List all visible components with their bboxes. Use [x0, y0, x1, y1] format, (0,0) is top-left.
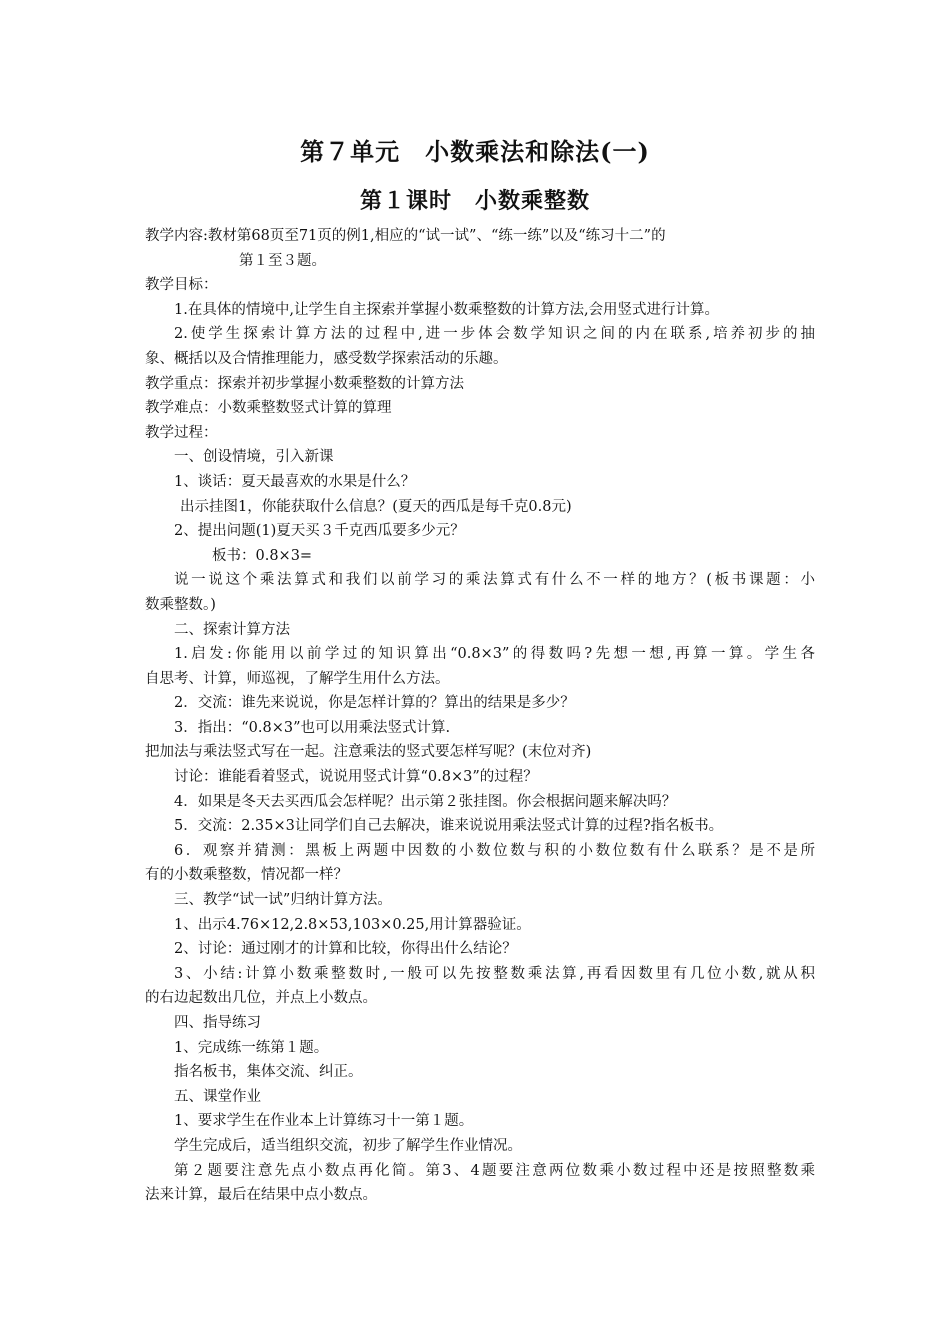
text-line: [145, 372, 815, 397]
text-line: [145, 544, 815, 569]
text-line-content: 数乘整数。): [145, 596, 216, 613]
text-line: [145, 568, 815, 593]
text-line-content: 4．如果是冬天去买西瓜会怎样呢？出示第２张挂图。你会根据问题来解决吗？: [174, 793, 677, 810]
text-line-content: 教学重点：探索并初步掌握小数乘整数的计算方法: [145, 375, 464, 392]
text-line: [145, 1134, 815, 1159]
text-line-content: 四、指导练习: [174, 1015, 261, 1031]
text-line-content: 6．观察并猜测：黑板上两题中因数的小数位数与积的小数位数有什么联系？是不是所: [174, 842, 815, 859]
text-line-content: 把加法与乘法竖式写在一起。注意乘法的竖式要怎样写呢？(末位对齐): [145, 744, 592, 761]
text-line-content: 教学过程：: [145, 424, 218, 441]
text-line-content: 五、课堂作业: [174, 1088, 261, 1105]
unit-title: 第７单元 小数乘法和除法(一): [300, 137, 650, 166]
text-line-content: 3、小结:计算小数乘整数时,一般可以先按整数乘法算,再看因数里有几位小数,就从积: [174, 965, 815, 982]
text-line: [145, 962, 815, 987]
text-line: [145, 593, 815, 618]
text-line: [145, 249, 815, 274]
text-line: [145, 1159, 815, 1184]
text-line: [145, 913, 815, 938]
text-line: [145, 986, 815, 1011]
text-line-content: 2、提出问题(1)夏天买３千克西瓜要多少元？: [174, 523, 465, 540]
text-line: [145, 445, 815, 470]
text-line-content: 1.在具体的情境中,让学生自主探索并掌握小数乘整数的计算方法,会用竖式进行计算。: [174, 301, 720, 318]
text-line: [145, 273, 815, 298]
text-line: [145, 839, 815, 864]
text-line-content: 1、要求学生在作业本上计算练习十一第１题。: [174, 1113, 474, 1130]
text-line: [145, 421, 815, 446]
text-line-content: 1.启发:你能用以前学过的知识算出“0.8×3”的得数吗?先想一想,再算一算。学生各: [174, 646, 815, 663]
text-line-content: 说一说这个乘法算式和我们以前学习的乘法算式有什么不一样的地方？(板书课题：小: [174, 572, 815, 589]
text-line-content: 2．交流：谁先来说说，你是怎样计算的？算出的结果是多少？: [174, 695, 575, 712]
text-line: [145, 495, 815, 520]
text-line: [145, 888, 815, 913]
text-line-content: 二、探索计算方法: [174, 621, 290, 638]
text-line: [145, 1060, 815, 1085]
text-line-content: 1、谈话：夏天最喜欢的水果是什么？: [174, 473, 416, 490]
text-line: [145, 691, 815, 716]
text-line: [145, 1085, 815, 1110]
text-line: [145, 347, 815, 372]
text-line: [145, 298, 815, 323]
text-line: [145, 667, 815, 692]
text-line: [145, 937, 815, 962]
text-line-content: 1、完成练一练第１题。: [174, 1039, 329, 1056]
text-line-content: 3．指出：“0.8×3”也可以用乘法竖式计算.: [174, 719, 451, 736]
text-line-content: 5．交流：2.35×3让同学们自己去解决，谁来说说用乘法竖式计算的过程?指名板书。: [174, 818, 724, 835]
text-line-content: 讨论：谁能看着竖式，说说用竖式计算“0.8×3”的过程？: [174, 769, 538, 786]
text-line: [145, 863, 815, 888]
text-line-content: 指名板书，集体交流、纠正。: [174, 1064, 363, 1081]
text-line: [145, 618, 815, 643]
text-line-content: 第２题要注意先点小数点再化简。第3、4题要注意两位数乘小数过程中还是按照整数乘: [174, 1162, 815, 1179]
text-line-content: 教学难点：小数乘整数竖式计算的算理: [145, 400, 392, 417]
text-line: [145, 470, 815, 495]
text-line-content: 出示挂图1，你能获取什么信息？(夏天的西瓜是每千克0.8元): [180, 498, 572, 515]
text-line-content: 教学内容:教材第68页至71页的例1,相应的“试一试”、“练一练”以及“练习十二”的: [145, 228, 666, 244]
text-line-content: 2.使学生探索计算方法的过程中,进一步体会数学知识之间的内在联系,培养初步的抽: [174, 326, 815, 343]
text-line-content: 教学目标：: [145, 277, 218, 294]
text-line: [145, 396, 815, 421]
text-line: [145, 1109, 815, 1134]
text-line: [145, 765, 815, 790]
text-line: [145, 224, 815, 249]
text-line-content: 有的小数乘整数，情况都一样？: [145, 867, 348, 884]
text-line-content: 的右边起数出几位，并点上小数点。: [145, 990, 377, 1007]
text-line-content: 板书：0.8×3=: [212, 547, 313, 564]
document-body: [145, 224, 815, 1208]
text-line: [145, 716, 815, 741]
text-line-content: 象、概括以及合情推理能力，感受数学探索活动的乐趣。: [145, 350, 508, 367]
text-line: [145, 814, 815, 839]
text-line: [145, 1183, 815, 1208]
text-line-content: 1、出示4.76×12,2.8×53,103×0.25,用计算器验证。: [174, 916, 531, 933]
text-line-content: 法来计算，最后在结果中点小数点。: [145, 1187, 377, 1204]
text-line: [145, 1036, 815, 1061]
text-line-content: 第１至３题。: [239, 252, 326, 269]
text-line: [145, 740, 815, 765]
lesson-title: 第１课时 小数乘整数: [359, 188, 590, 214]
text-line-content: 学生完成后，适当组织交流，初步了解学生作业情况。: [174, 1137, 522, 1154]
text-line: [145, 790, 815, 815]
text-line: [145, 642, 815, 667]
text-line-content: 一、创设情境，引入新课: [174, 449, 334, 466]
text-line-content: 三、教学“试一试”归纳计算方法。: [174, 892, 392, 909]
text-line: [145, 322, 815, 347]
text-line: [145, 519, 815, 544]
text-line-content: 2、讨论：通过刚才的计算和比较，你得出什么结论？: [174, 941, 517, 958]
text-line-content: 自思考、计算，师巡视，了解学生用什么方法。: [145, 670, 450, 687]
text-line: [145, 1011, 815, 1036]
